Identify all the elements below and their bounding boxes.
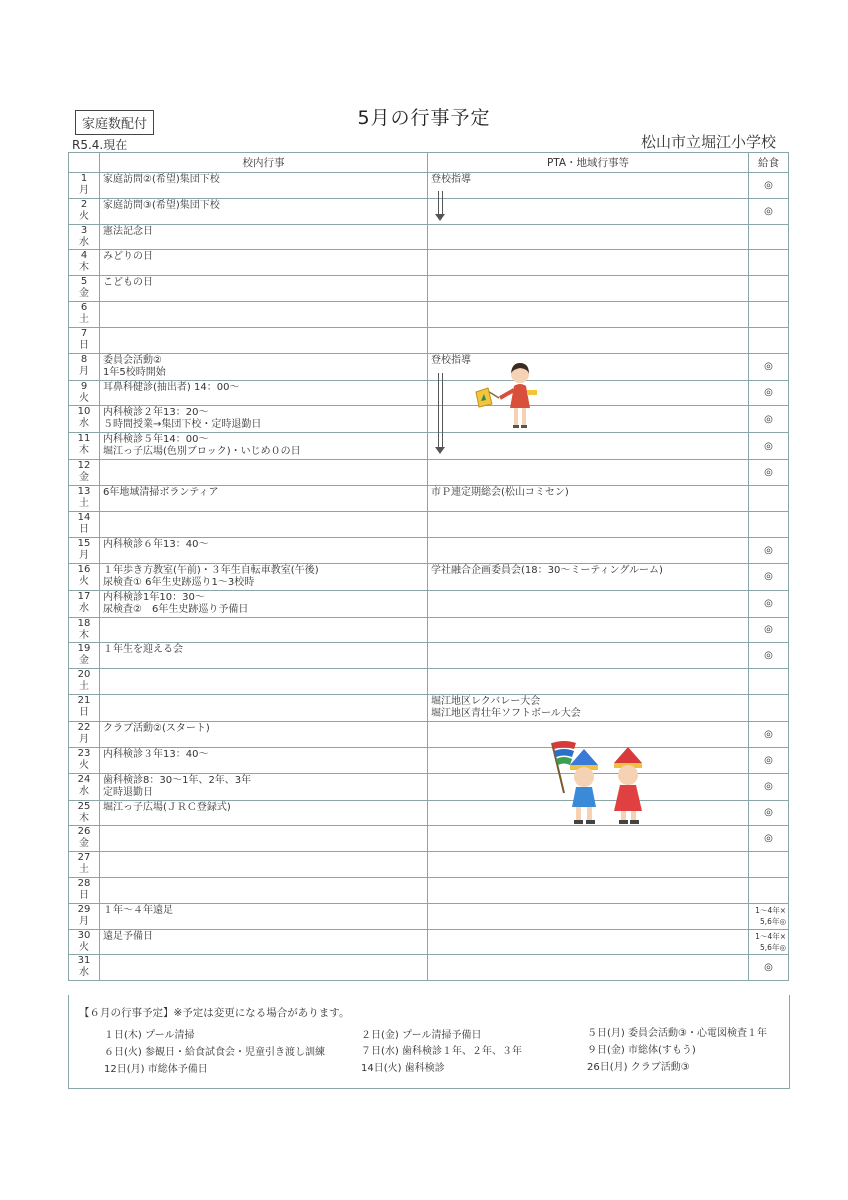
day-number: 8 [80, 353, 88, 365]
day-cell [69, 276, 100, 302]
lunch-cell: ◎ [749, 800, 789, 826]
day-number: 12 [77, 460, 91, 472]
day-number: 10 [77, 406, 91, 418]
day-cell [69, 877, 100, 903]
day-number: 27 [77, 852, 91, 864]
school-event-cell [100, 694, 428, 721]
day-number: 21 [77, 694, 91, 706]
day-cell [69, 826, 100, 852]
lunch-cell: ◎ [749, 773, 789, 800]
lunch-cell: ◎ [749, 380, 789, 406]
school-event-cell: 内科検診６年13：40～ [100, 537, 428, 563]
june-item: 26日(月) クラブ活動③ [587, 1062, 690, 1073]
school-events-header: 校内行事 [100, 153, 428, 173]
day-cell [69, 694, 100, 721]
day-number: 24 [77, 773, 91, 785]
weekday: 日 [79, 706, 89, 718]
day-number: 14 [77, 511, 91, 523]
weekday: 日 [79, 523, 89, 535]
weekday: 木 [79, 812, 89, 824]
day-number: 2 [80, 198, 88, 210]
children-with-kabuto-hats-icon [542, 735, 672, 827]
school-event-cell: 家庭訪問③(希望)集団下校 [100, 198, 428, 224]
day-row [69, 694, 789, 721]
lunch-cell [749, 694, 789, 721]
day-row [69, 747, 789, 773]
school-event-cell: 耳鼻科健診(抽出者) 14：00～ [100, 380, 428, 406]
june-item: 12日(月) 市総体予備日 [104, 1064, 208, 1075]
down-arrow-icon [438, 191, 443, 215]
school-event-cell: みどりの日 [100, 250, 428, 276]
day-number: 26 [77, 826, 91, 838]
day-cell [69, 486, 100, 512]
day-row [69, 486, 789, 512]
lunch-cell: 1～4年× 5,6年◎ [749, 903, 789, 929]
pta-event-cell: 登校指導 [428, 173, 749, 199]
lunch-cell: ◎ [749, 721, 789, 747]
june-item: ２日(金) プール清掃予備日 [361, 1030, 482, 1041]
day-row [69, 721, 789, 747]
day-cell [69, 929, 100, 955]
day-row [69, 903, 789, 929]
day-header [69, 153, 100, 173]
day-cell [69, 173, 100, 199]
day-number: 1 [80, 173, 88, 184]
weekday: 土 [79, 498, 89, 510]
day-number: 23 [77, 747, 91, 759]
day-cell [69, 327, 100, 353]
school-event-cell [100, 617, 428, 643]
weekday: 月 [79, 365, 89, 377]
june-item: ６日(火) 参観日・給食試食会・児童引き渡し訓練 [104, 1047, 325, 1058]
pta-event-cell [428, 877, 749, 903]
down-arrow-icon [438, 373, 443, 448]
day-cell [69, 250, 100, 276]
distribution-stamp: 家庭数配付 [75, 110, 154, 135]
weekday: 月 [79, 549, 89, 561]
weekday: 水 [79, 967, 89, 979]
pta-event-cell [428, 903, 749, 929]
school-event-cell: 内科検診２年13：20～ ５時間授業→集団下校・定時退勤日 [100, 406, 428, 433]
june-item: 14日(火) 歯科検診 [361, 1063, 445, 1074]
day-number: 19 [77, 643, 91, 655]
lunch-cell: ◎ [749, 617, 789, 643]
june-item: ７日(水) 歯科検診１年、２年、３年 [361, 1046, 522, 1057]
day-row [69, 276, 789, 302]
day-cell [69, 773, 100, 800]
day-row [69, 537, 789, 563]
weekday: 水 [79, 418, 89, 430]
day-row [69, 800, 789, 826]
weekday: 土 [79, 313, 89, 325]
school-event-cell [100, 669, 428, 695]
pta-event-cell [428, 198, 749, 224]
school-event-cell: １年～４年遠足 [100, 903, 428, 929]
day-cell [69, 224, 100, 250]
lunch-cell [749, 224, 789, 250]
day-row [69, 353, 789, 380]
school-event-cell: こどもの日 [100, 276, 428, 302]
weekday: 火 [79, 575, 89, 587]
day-cell [69, 669, 100, 695]
june-item: ９日(金) 市総体(すもう) [587, 1045, 696, 1056]
day-cell [69, 460, 100, 486]
day-cell [69, 563, 100, 590]
school-event-cell: 6年地域清掃ボランティア [100, 486, 428, 512]
lunch-cell [749, 877, 789, 903]
day-row [69, 406, 789, 433]
school-event-cell [100, 460, 428, 486]
lunch-cell: ◎ [749, 173, 789, 199]
lunch-cell [749, 511, 789, 537]
june-item: ５日(月) 委員会活動③・心電図検査１年 [587, 1028, 767, 1039]
day-cell [69, 198, 100, 224]
day-cell [69, 721, 100, 747]
day-row [69, 511, 789, 537]
pta-events-header: PTA・地域行事等 [428, 153, 749, 173]
pta-event-cell [428, 301, 749, 327]
weekday: 月 [79, 185, 89, 196]
lunch-cell: ◎ [749, 643, 789, 669]
school-event-cell: 内科検診３年13：40～ [100, 747, 428, 773]
lunch-cell: ◎ [749, 747, 789, 773]
day-number: 3 [80, 224, 88, 236]
day-cell [69, 511, 100, 537]
day-number: 11 [77, 433, 91, 445]
pta-event-cell [428, 955, 749, 981]
pta-event-cell [428, 276, 749, 302]
day-row [69, 433, 789, 460]
day-row [69, 590, 789, 617]
pta-event-cell [428, 826, 749, 852]
school-event-cell: 遠足予備日 [100, 929, 428, 955]
school-event-cell: 内科検診５年14：00～ 堀江っ子広場(色別ブロック)・いじめ０の日 [100, 433, 428, 460]
school-event-cell: １年歩き方教室(午前)・３年生自転車教室(午後) 尿検査① 6年生史跡巡り1～3校時 [100, 563, 428, 590]
school-event-cell [100, 301, 428, 327]
pta-event-cell [428, 433, 749, 460]
day-row [69, 198, 789, 224]
day-cell [69, 617, 100, 643]
day-cell [69, 590, 100, 617]
day-row [69, 877, 789, 903]
as-of-date: R5.4.現在 [72, 138, 128, 152]
day-cell [69, 903, 100, 929]
schedule-table [68, 152, 789, 981]
school-event-cell [100, 327, 428, 353]
weekday: 土 [79, 681, 89, 693]
day-row [69, 826, 789, 852]
day-number: 16 [77, 563, 91, 575]
weekday: 金 [79, 288, 89, 300]
lunch-cell [749, 486, 789, 512]
day-row [69, 643, 789, 669]
girl-with-safety-flag-icon [472, 360, 542, 432]
lunch-cell: ◎ [749, 563, 789, 590]
day-row [69, 460, 789, 486]
pta-event-cell [428, 669, 749, 695]
pta-event-cell: 堀江地区レクバレー大会 堀江地区青壮年ソフトボール大会 [428, 694, 749, 721]
day-row [69, 224, 789, 250]
day-row [69, 301, 789, 327]
lunch-cell: ◎ [749, 198, 789, 224]
day-number: 31 [77, 955, 91, 967]
day-number: 30 [77, 929, 91, 941]
weekday: 金 [79, 655, 89, 667]
day-number: 18 [77, 617, 91, 629]
weekday: 木 [79, 445, 89, 457]
weekday: 水 [79, 236, 89, 248]
day-cell [69, 301, 100, 327]
school-name: 松山市立堀江小学校 [640, 133, 776, 151]
day-cell [69, 433, 100, 460]
day-row [69, 327, 789, 353]
day-number: 13 [77, 486, 91, 498]
lunch-cell [749, 250, 789, 276]
day-number: 4 [80, 250, 88, 262]
day-row [69, 773, 789, 800]
weekday: 火 [79, 759, 89, 771]
school-event-cell: 堀江っ子広場(ＪＲＣ登録式) [100, 800, 428, 826]
day-number: 15 [77, 537, 91, 549]
june-schedule-box [68, 995, 790, 1089]
pta-event-cell [428, 250, 749, 276]
day-number: 6 [80, 301, 88, 313]
school-event-cell [100, 955, 428, 981]
june-heading: 【６月の行事予定】※予定は変更になる場合があります。 [79, 1007, 350, 1019]
day-row [69, 669, 789, 695]
day-cell [69, 380, 100, 406]
weekday: 金 [79, 838, 89, 850]
pta-event-cell [428, 590, 749, 617]
day-cell [69, 643, 100, 669]
pta-event-cell [428, 327, 749, 353]
day-row [69, 380, 789, 406]
pta-event-cell [428, 852, 749, 878]
day-cell [69, 800, 100, 826]
pta-event-cell [428, 460, 749, 486]
school-event-cell: 委員会活動② 1年5校時開始 [100, 353, 428, 380]
day-row [69, 929, 789, 955]
weekday: 水 [79, 602, 89, 614]
day-number: 17 [77, 590, 91, 602]
day-row [69, 852, 789, 878]
school-event-cell: 家庭訪問②(希望)集団下校 [100, 173, 428, 199]
lunch-header: 給食 [749, 153, 789, 173]
day-row [69, 563, 789, 590]
lunch-cell: ◎ [749, 826, 789, 852]
lunch-cell [749, 276, 789, 302]
weekday: 木 [79, 629, 89, 641]
day-row [69, 955, 789, 981]
lunch-cell [749, 669, 789, 695]
pta-event-cell [428, 537, 749, 563]
school-event-cell: 歯科検診8：30～1年、2年、3年 定時退勤日 [100, 773, 428, 800]
lunch-cell: ◎ [749, 460, 789, 486]
day-cell [69, 406, 100, 433]
school-event-cell: 内科検診1年10：30～ 尿検査② 6年生史跡巡り予備日 [100, 590, 428, 617]
day-row [69, 617, 789, 643]
school-event-cell [100, 852, 428, 878]
day-row [69, 173, 789, 199]
lunch-cell [749, 301, 789, 327]
day-number: 25 [77, 800, 91, 812]
weekday: 火 [79, 941, 89, 953]
pta-event-cell [428, 511, 749, 537]
weekday: 土 [79, 864, 89, 876]
day-number: 29 [77, 903, 91, 915]
page-title: 5月の行事予定 [357, 107, 491, 129]
weekday: 火 [79, 210, 89, 222]
school-event-cell [100, 826, 428, 852]
pta-event-cell [428, 224, 749, 250]
day-row [69, 250, 789, 276]
school-event-cell: クラブ活動②(スタート) [100, 721, 428, 747]
day-cell [69, 852, 100, 878]
lunch-cell: ◎ [749, 590, 789, 617]
pta-event-cell [428, 617, 749, 643]
weekday: 火 [79, 392, 89, 404]
day-number: 28 [77, 877, 91, 889]
weekday: 月 [79, 915, 89, 927]
pta-event-cell: 市Ｐ連定期総会(松山コミセン) [428, 486, 749, 512]
weekday: 日 [79, 889, 89, 901]
lunch-cell: ◎ [749, 353, 789, 380]
weekday: 日 [79, 339, 89, 351]
school-event-cell: １年生を迎える会 [100, 643, 428, 669]
school-event-cell: 憲法記念日 [100, 224, 428, 250]
day-cell [69, 537, 100, 563]
lunch-cell: ◎ [749, 537, 789, 563]
day-number: 7 [80, 327, 88, 339]
lunch-cell: ◎ [749, 433, 789, 460]
lunch-cell: ◎ [749, 406, 789, 433]
lunch-cell [749, 852, 789, 878]
day-cell [69, 955, 100, 981]
day-number: 20 [77, 669, 91, 681]
pta-event-cell: 登校指導 [428, 353, 749, 380]
weekday: 月 [79, 733, 89, 745]
june-item: １日(木) プール清掃 [104, 1030, 195, 1041]
lunch-cell [749, 327, 789, 353]
weekday: 金 [79, 472, 89, 484]
lunch-cell: ◎ [749, 955, 789, 981]
day-number: 9 [80, 380, 88, 392]
day-cell [69, 353, 100, 380]
day-cell [69, 747, 100, 773]
day-number: 22 [77, 721, 91, 733]
lunch-cell: 1～4年× 5,6年◎ [749, 929, 789, 955]
pta-event-cell [428, 643, 749, 669]
pta-event-cell: 学社融合企画委員会(18：30～ミーティングルーム) [428, 563, 749, 590]
school-event-cell [100, 877, 428, 903]
day-number: 5 [80, 276, 88, 288]
pta-event-cell [428, 929, 749, 955]
weekday: 水 [79, 785, 89, 797]
weekday: 木 [79, 262, 89, 274]
school-event-cell [100, 511, 428, 537]
